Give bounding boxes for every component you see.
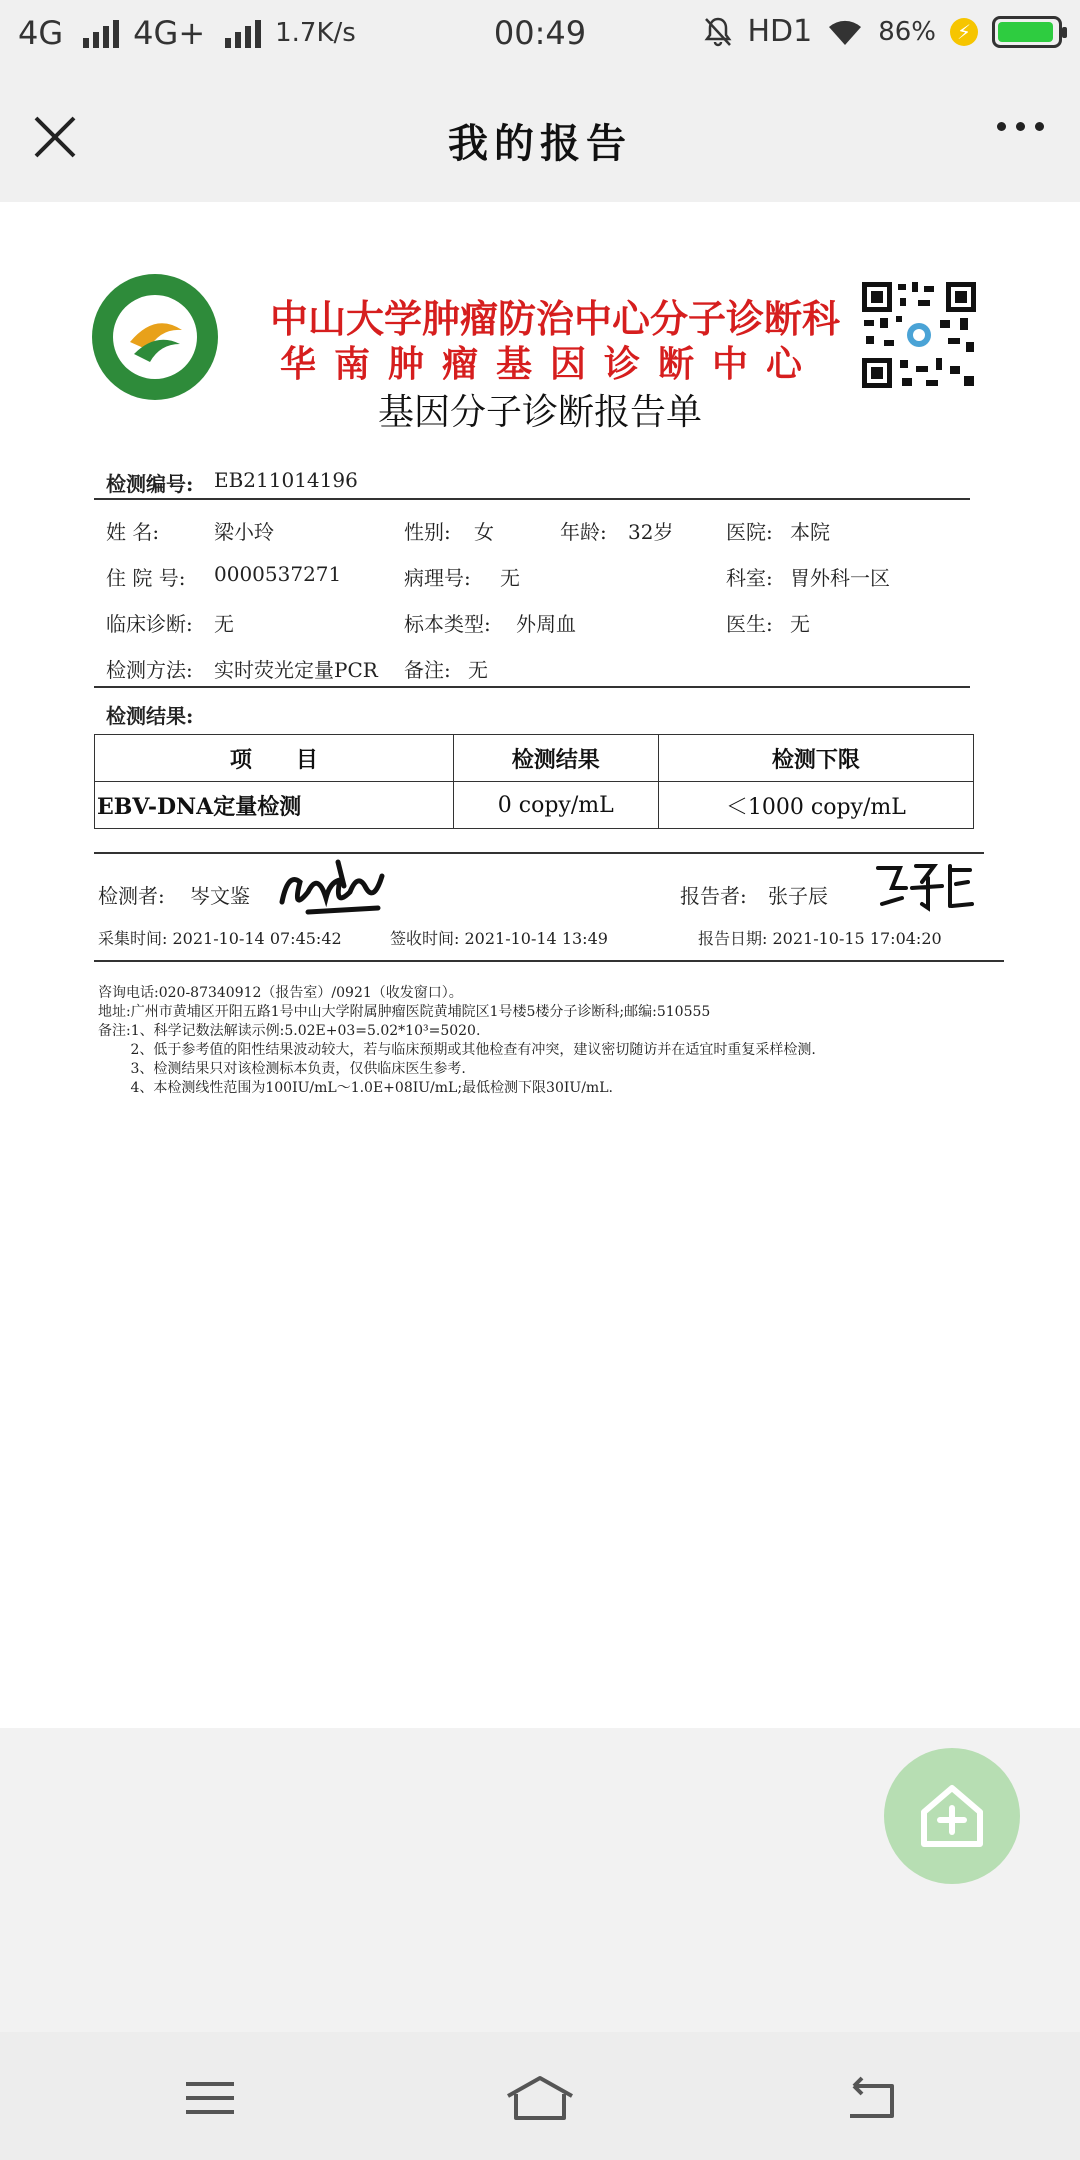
doctor: 无	[790, 612, 810, 636]
specimen-label: 标本类型:	[404, 612, 491, 636]
network-type-2: 4G+	[133, 14, 206, 52]
status-bar	[0, 0, 1080, 70]
home-icon[interactable]	[504, 2072, 576, 2124]
divider	[94, 960, 1004, 962]
home-fab-button[interactable]	[884, 1748, 1020, 1884]
results-label: 检测结果:	[106, 704, 194, 728]
table-header: 检测结果	[453, 735, 658, 782]
specimen: 外周血	[516, 612, 576, 636]
hospital-label: 医院:	[726, 520, 773, 544]
doctor-label: 医生:	[726, 612, 773, 636]
divider	[94, 686, 970, 688]
hospital: 本院	[790, 520, 830, 544]
app-bar	[0, 70, 1080, 202]
battery-percent: 86%	[878, 16, 936, 47]
note-1: 备注:1、科学记数法解读示例:5.02E+03=5.02*10³=5020.	[98, 1023, 481, 1039]
tester-signature	[278, 852, 388, 922]
method-label: 检测方法:	[106, 658, 193, 682]
divider	[94, 852, 984, 854]
name-label: 姓 名:	[106, 520, 160, 544]
home-plus-icon	[884, 1748, 1020, 1884]
clock: 00:49	[493, 14, 587, 52]
tester-label: 检测者:	[98, 884, 165, 908]
table-header: 检测下限	[658, 735, 973, 782]
more-options-icon[interactable]	[997, 122, 1044, 131]
table-cell: 0 copy/mL	[453, 782, 658, 829]
hd-indicator: HD1	[747, 14, 813, 49]
table-cell: ＜1000 copy/mL	[658, 782, 973, 829]
inpatient-no: 0000537271	[214, 562, 342, 586]
consult-phone: 咨询电话:020-87340912（报告室）/0921（收发窗口）。	[98, 985, 463, 1001]
battery-icon	[992, 16, 1062, 48]
report-date: 报告日期: 2021-10-15 17:04:20	[698, 929, 942, 948]
report-title: 基因分子诊断报告单	[377, 392, 702, 433]
test-no-label: 检测编号:	[106, 472, 194, 496]
gender: 女	[474, 520, 494, 544]
table-cell: EBV-DNA定量检测	[95, 782, 454, 829]
reporter-signature	[872, 858, 974, 914]
remark-label: 备注:	[404, 658, 451, 682]
gender-label: 性别:	[404, 520, 451, 544]
diagnosis: 无	[214, 612, 234, 636]
qr-code	[860, 280, 978, 390]
tester: 岑文鉴	[190, 884, 250, 908]
wifi-icon	[826, 17, 864, 47]
report-document	[0, 202, 1080, 1728]
age: 32岁	[628, 520, 674, 544]
menu-icon[interactable]	[180, 2072, 240, 2124]
age-label: 年龄:	[560, 520, 607, 544]
reporter-label: 报告者:	[680, 884, 747, 908]
charging-icon: ⚡	[950, 18, 978, 46]
table-header-row	[95, 735, 974, 782]
note-4: 4、本检测线性范围为100IU/mL～1.0E+08IU/mL;最低检测下限30IU/mL.	[98, 1080, 613, 1096]
note-3: 3、检测结果只对该检测标本负责，仅供临床医生参考.	[98, 1061, 466, 1077]
org-name-line1: 中山大学肿瘤防治中心分子诊断科	[270, 296, 841, 341]
patient-name: 梁小玲	[214, 520, 274, 544]
hospital-logo	[90, 272, 220, 402]
remark: 无	[468, 658, 488, 682]
method: 实时荧光定量PCR	[214, 658, 378, 682]
receive-time: 签收时间: 2021-10-14 13:49	[390, 929, 608, 948]
network-speed: 1.7K/s	[275, 18, 356, 48]
dept: 胃外科一区	[790, 566, 890, 590]
page-title: 我的报告	[448, 121, 632, 167]
note-2: 2、低于参考值的阳性结果波动较大，若与临床预期或其他检查有冲突，建议密切随访并在适宜时重复采样检测.	[98, 1042, 816, 1058]
reporter: 张子辰	[768, 884, 828, 908]
mute-bell-icon	[703, 16, 733, 48]
org-name-line2: 华南肿瘤基因诊断中心	[280, 343, 821, 385]
status-right	[703, 14, 1062, 49]
divider	[94, 498, 970, 500]
collect-time: 采集时间: 2021-10-14 07:45:42	[98, 929, 342, 948]
diagnosis-label: 临床诊断:	[106, 612, 193, 636]
test-no: EB211014196	[214, 468, 358, 492]
dept-label: 科室:	[726, 566, 773, 590]
back-icon[interactable]	[840, 2072, 900, 2124]
pathology-label: 病理号:	[404, 566, 471, 590]
results-table	[94, 734, 974, 829]
inpatient-label: 住 院 号:	[106, 566, 186, 590]
table-header: 项 目	[95, 735, 454, 782]
table-row	[95, 782, 974, 829]
system-nav-bar	[0, 2032, 1080, 2160]
pathology-no: 无	[500, 566, 520, 590]
network-type-1: 4G	[18, 14, 64, 52]
address: 地址:广州市黄埔区开阳五路1号中山大学附属肿瘤医院黄埔院区1号楼5楼分子诊断科;邮编:510555	[98, 1004, 711, 1020]
